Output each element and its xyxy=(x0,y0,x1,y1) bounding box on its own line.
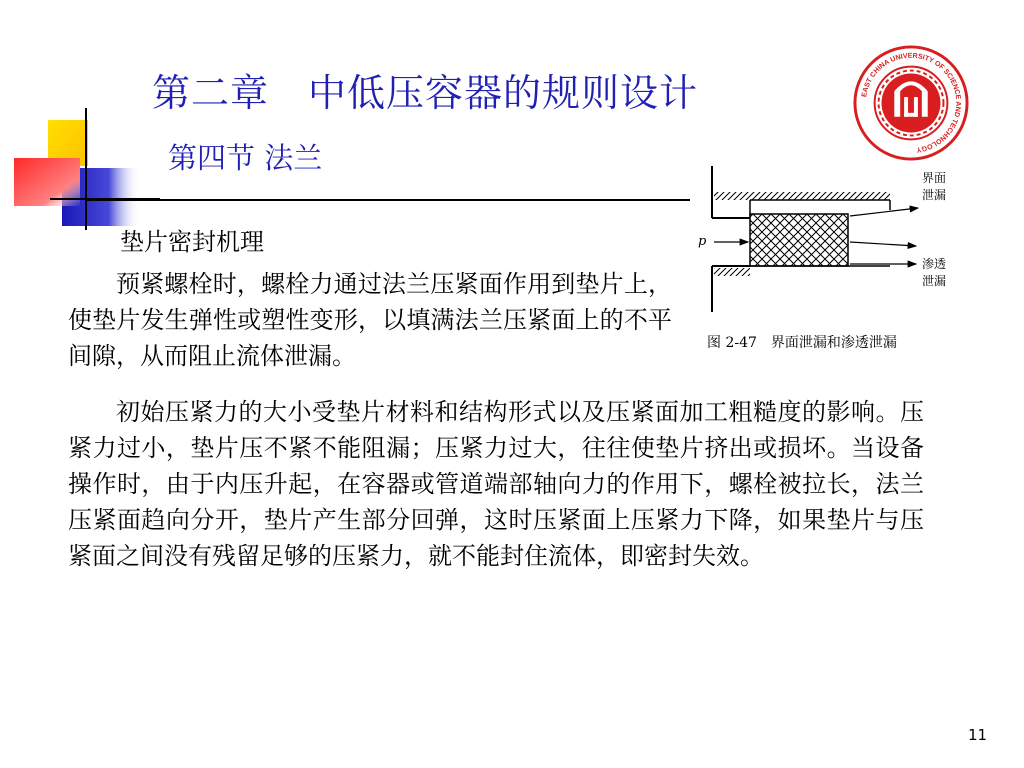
interface-leak-label-line2: 泄漏 xyxy=(922,188,947,202)
interface-leak-label-line1: 界面 xyxy=(922,171,947,185)
permeation-leak-label-line1: 渗透 xyxy=(922,257,947,271)
permeation-leak-label-line2: 泄漏 xyxy=(922,274,947,288)
figure-caption: 图 2-47 界面泄漏和渗透泄漏 xyxy=(707,335,897,351)
logo-ring-text: EAST CHINA UNIVERSITY OF SCIENCE AND TECHNOLOGY xyxy=(860,51,963,154)
page-number: 11 xyxy=(968,726,988,744)
pressure-label: p xyxy=(698,234,707,249)
decorative-corner-squares xyxy=(0,0,160,240)
permeation-leak-label xyxy=(922,256,946,290)
paragraph-initial-pressure: 初始压紧力的大小受垫片材料和结构形式以及压紧面加工粗糙度的影响。压紧力过小，垫片压不紧不能阻漏；压紧力过大，往往使垫片挤出或损坏。当设备操作时，由于内压升起，在容器或管道端部轴向力的作用下，螺栓被拉长，法兰压紧面趋向分开，垫片产生部分回弹，这时压紧面上压紧力下降，如果垫片与压紧面之间没有残留足够的压紧力，就不能封住流体，即密封失效。 xyxy=(68,398,924,570)
slide-title: 第二章 中低压容器的规则设计 xyxy=(152,71,699,115)
slide-subtitle: 第四节 法兰 xyxy=(168,141,323,175)
interface-leak-label xyxy=(922,170,946,204)
university-logo xyxy=(852,44,970,162)
section-heading: 垫片密封机理 xyxy=(120,228,264,256)
title-divider xyxy=(86,199,690,201)
paragraph-preload: 预紧螺栓时，螺栓力通过法兰压紧面作用到垫片上，使垫片发生弹性或塑性变形，以填满法兰压紧面上的不平间隙，从而阻止流体泄漏。 xyxy=(68,270,672,370)
